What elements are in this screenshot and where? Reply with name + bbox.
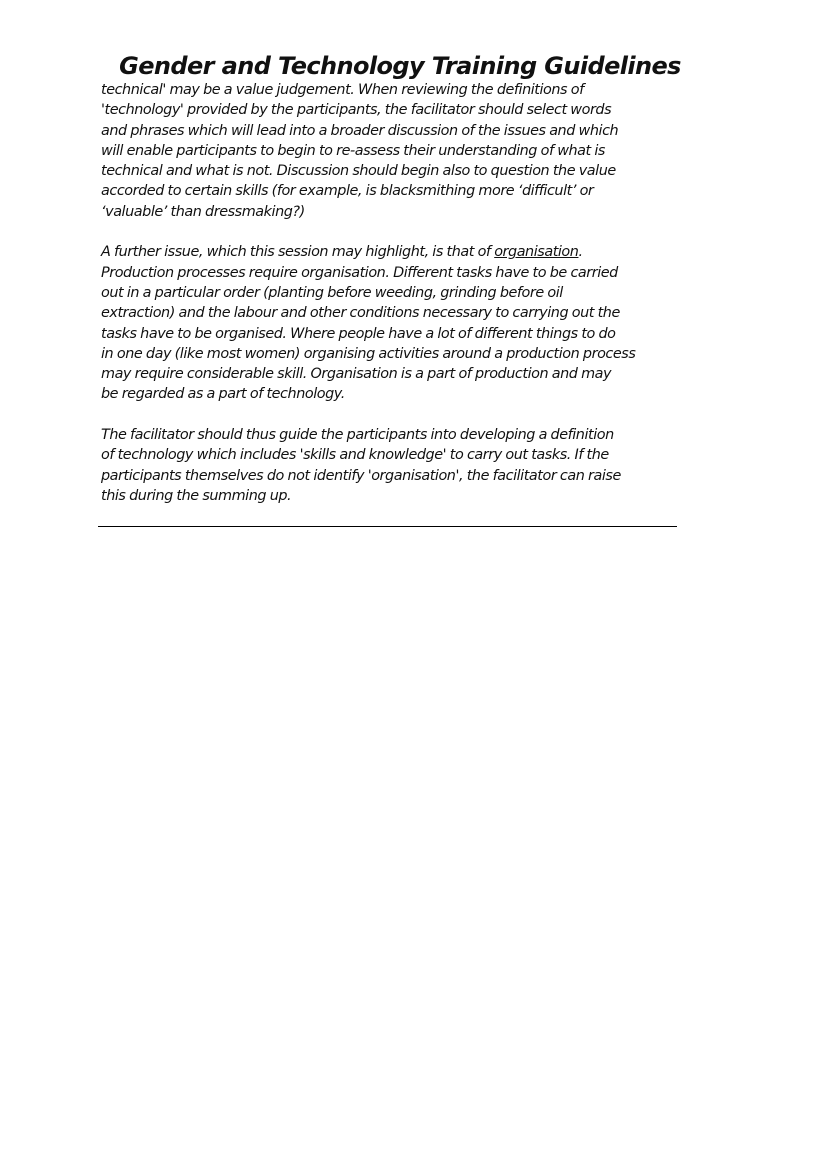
text-line: and phrases which will lead into a broader discussion of the issues and which (101, 122, 619, 139)
text-line: out in a particular order (planting before weeding, grinding before oil (101, 284, 563, 301)
paragraph-organisation (101, 242, 679, 404)
paragraph-technical-definition (101, 80, 679, 222)
text-line: tasks have to be organised. Where people have a lot of different things to do (101, 325, 616, 342)
text-line: of technology which includes 'skills and knowledge' to carry out tasks. If the (101, 447, 609, 464)
text-line: in one day (like most women) organising activities around a production process (101, 345, 636, 362)
paragraph-facilitator-guidance (101, 425, 679, 506)
text-line: may require considerable skill. Organisation is a part of production and may (101, 366, 612, 383)
text-fragment: . (578, 244, 583, 261)
text-line: be regarded as a part of technology. (101, 386, 345, 403)
text-line: Production processes require organisation. Different tasks have to be carried (101, 264, 618, 281)
text-line: technical' may be a value judgement. When reviewing the definitions of (101, 82, 584, 98)
underlined-term-organisation: organisation (494, 244, 579, 261)
document-body (101, 80, 679, 506)
text-line: The facilitator should thus guide the participants into developing a definition (101, 427, 614, 444)
text-line: accorded to certain skills (for example, is blacksmithing more ‘difficult’ or (101, 183, 594, 200)
text-line: 'technology' provided by the participants, the facilitator should select words (101, 102, 612, 119)
text-line: extraction) and the labour and other conditions necessary to carrying out the (101, 305, 620, 322)
text-line: will enable participants to begin to re-assess their understanding of what is (101, 142, 605, 159)
text-fragment: A further issue, which this session may highlight, is that of (101, 244, 495, 261)
text-line: this during the summing up. (101, 487, 292, 504)
section-divider (98, 526, 677, 527)
text-line (101, 242, 679, 262)
text-line: participants themselves do not identify 'organisation', the facilitator can raise (101, 467, 621, 484)
page-title: Gender and Technology Training Guidelines (119, 52, 681, 80)
text-line: technical and what is not. Discussion should begin also to question the value (101, 163, 616, 180)
text-line: ‘valuable’ than dressmaking?) (101, 203, 305, 220)
